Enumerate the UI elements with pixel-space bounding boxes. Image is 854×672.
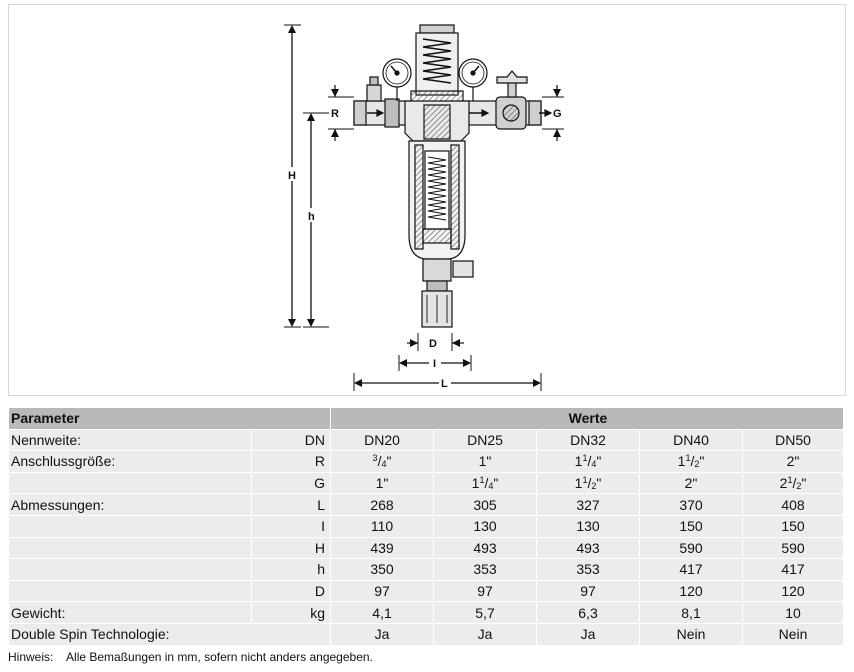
- cell-value: 417: [743, 559, 844, 581]
- table-row: [9, 515, 844, 537]
- row-symbol: R: [252, 451, 331, 473]
- footnote: [8, 650, 383, 664]
- filter-technical-drawing: [8, 4, 846, 396]
- cell-value: DN20: [331, 429, 434, 451]
- cell-value: 408: [743, 494, 844, 516]
- cell-value: 8,1: [640, 602, 743, 624]
- row-symbol: D: [252, 580, 331, 602]
- cell-value: DN32: [537, 429, 640, 451]
- row-symbol: I: [252, 515, 331, 537]
- cell-value: 353: [537, 559, 640, 581]
- cell-value: 590: [743, 537, 844, 559]
- cell-value: 350: [331, 559, 434, 581]
- row-label: [9, 515, 252, 537]
- cell-value: 97: [537, 580, 640, 602]
- table-row: [9, 494, 844, 516]
- table-row: [9, 451, 844, 473]
- table-row: [9, 472, 844, 494]
- table-header-row: [9, 408, 844, 430]
- row-label: Double Spin Technologie:: [9, 623, 331, 645]
- table-row: [9, 602, 844, 624]
- footnote-label: Hinweis:: [8, 650, 54, 664]
- cell-value: 110: [331, 515, 434, 537]
- row-symbol: G: [252, 472, 331, 494]
- table-row: [9, 559, 844, 581]
- cell-value: Ja: [537, 623, 640, 645]
- dimension-label-D: D: [429, 338, 437, 350]
- dimension-R: [328, 85, 354, 141]
- cell-value: 493: [434, 537, 537, 559]
- row-label: Gewicht:: [9, 602, 252, 624]
- row-label: Nennweite:: [9, 429, 252, 451]
- row-label: [9, 559, 252, 581]
- cell-value-fraction: $^3/_4$": [331, 451, 434, 473]
- cell-value: 10: [743, 602, 844, 624]
- cell-value: 4,1: [331, 602, 434, 624]
- dimension-label-G: G: [553, 108, 562, 120]
- cell-value: 493: [537, 537, 640, 559]
- cell-value: Ja: [331, 623, 434, 645]
- cell-value: 370: [640, 494, 743, 516]
- cell-value: DN25: [434, 429, 537, 451]
- dimension-D: [407, 333, 464, 351]
- cell-value: 439: [331, 537, 434, 559]
- specification-table: [8, 407, 844, 646]
- cell-value: 97: [434, 580, 537, 602]
- filter-assembly: [354, 25, 551, 327]
- row-label: [9, 537, 252, 559]
- dimension-H: [284, 25, 301, 327]
- dimension-label-H: H: [288, 170, 296, 182]
- cell-value: 150: [743, 515, 844, 537]
- cell-value: 130: [434, 515, 537, 537]
- footnote-text: Alle Bemaßungen in mm, sofern nicht anders angegeben.: [66, 650, 373, 664]
- cell-value: 417: [640, 559, 743, 581]
- dimension-h: [303, 113, 329, 327]
- dimension-label-h: h: [308, 211, 315, 223]
- row-symbol: h: [252, 559, 331, 581]
- cell-value-fraction: $1^1/_4$": [537, 451, 640, 473]
- cell-value: 353: [434, 559, 537, 581]
- cell-value: 5,7: [434, 602, 537, 624]
- cell-value-fraction: 1": [434, 451, 537, 473]
- cell-value: 327: [537, 494, 640, 516]
- cell-value: 130: [537, 515, 640, 537]
- table-row: [9, 429, 844, 451]
- cell-value-fraction: 2": [743, 451, 844, 473]
- cell-value: 150: [640, 515, 743, 537]
- cell-value-fraction: $1^1/_4$": [434, 472, 537, 494]
- row-label: Abmessungen:: [9, 494, 252, 516]
- cell-value: DN40: [640, 429, 743, 451]
- cell-value: 305: [434, 494, 537, 516]
- cell-value: 590: [640, 537, 743, 559]
- table-row: [9, 580, 844, 602]
- dimension-L: [354, 373, 541, 391]
- table-row: [9, 537, 844, 559]
- cell-value: Nein: [640, 623, 743, 645]
- cell-value: 6,3: [537, 602, 640, 624]
- cell-value: DN50: [743, 429, 844, 451]
- row-symbol: H: [252, 537, 331, 559]
- dimension-label-L: L: [441, 378, 448, 390]
- row-label: Anschlussgröße:: [9, 451, 252, 473]
- header-values: Werte: [331, 408, 844, 430]
- cell-value: Ja: [434, 623, 537, 645]
- cell-value: 120: [743, 580, 844, 602]
- cell-value-fraction: $2^1/_2$": [743, 472, 844, 494]
- filter-dimension-diagram: [9, 5, 847, 397]
- cell-value: Nein: [743, 623, 844, 645]
- dimension-I: [399, 355, 471, 371]
- row-symbol: kg: [252, 602, 331, 624]
- cell-value-fraction: $1^1/_2$": [537, 472, 640, 494]
- table-row: [9, 623, 844, 645]
- cell-value-fraction: 1": [331, 472, 434, 494]
- dimension-label-R: R: [331, 108, 339, 120]
- row-label: [9, 472, 252, 494]
- header-parameter: Parameter: [9, 408, 331, 430]
- cell-value: 97: [331, 580, 434, 602]
- row-symbol: DN: [252, 429, 331, 451]
- row-symbol: L: [252, 494, 331, 516]
- cell-value: 268: [331, 494, 434, 516]
- cell-value-fraction: $1^1/_2$": [640, 451, 743, 473]
- row-label: [9, 580, 252, 602]
- cell-value-fraction: 2": [640, 472, 743, 494]
- dimension-label-I: I: [433, 358, 437, 370]
- cell-value: 120: [640, 580, 743, 602]
